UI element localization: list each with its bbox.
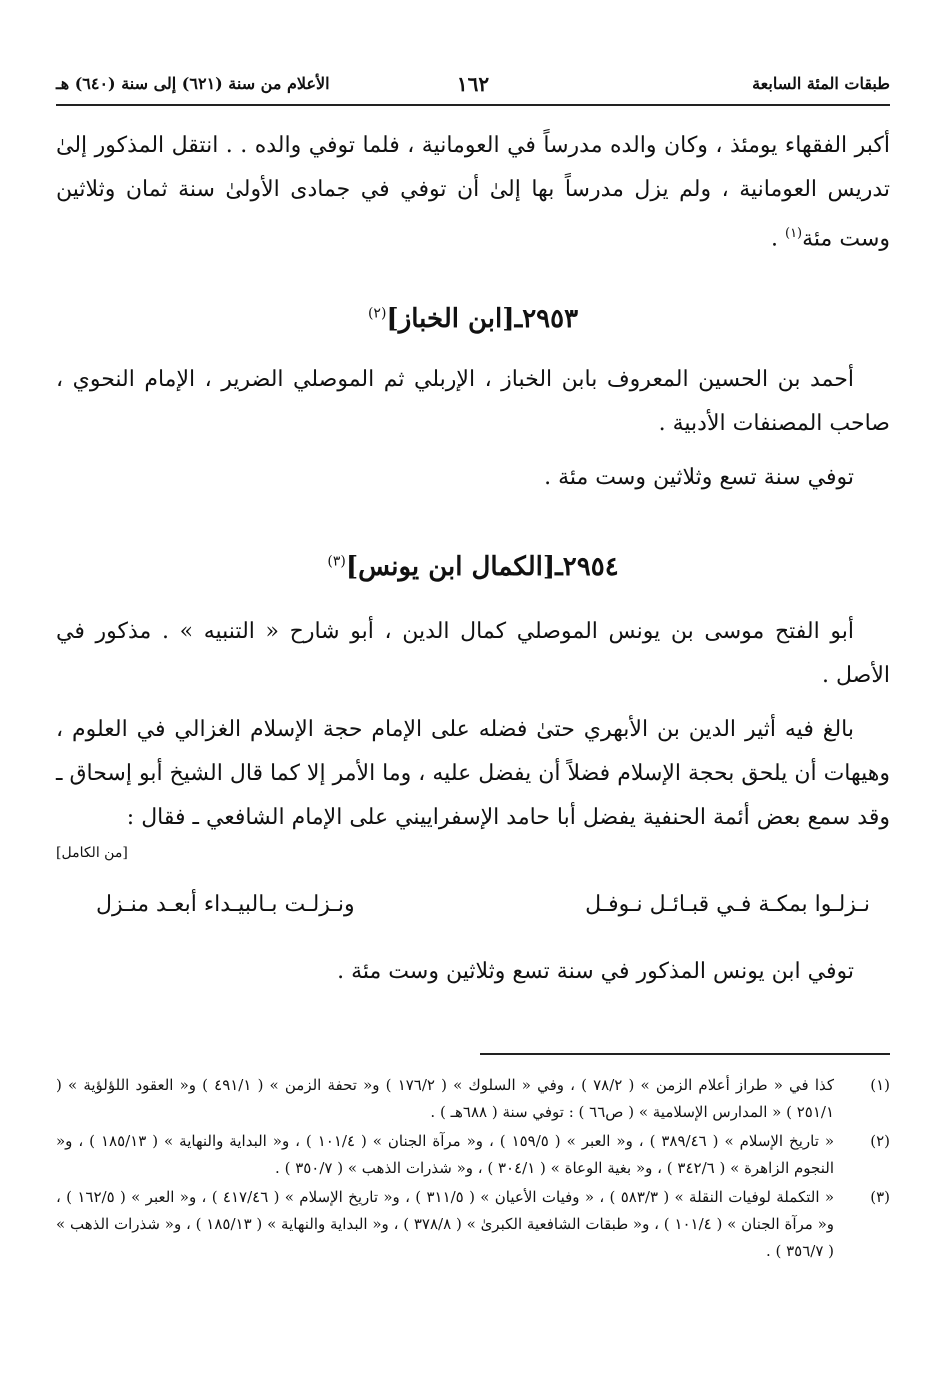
footnotes: [56, 1072, 890, 1267]
header-section-title: طبقات المئة السابعة: [752, 74, 890, 93]
footnote-number: (٣): [870, 1188, 890, 1206]
poetry-meter-label: [من الكامل]: [56, 845, 128, 861]
entry-2954-title: [الكمال ابن يونس]: [345, 552, 556, 582]
header-volume-range: الأعلام من سنة (٦٢١) إلى سنة (٦٤٠) هـ: [56, 74, 330, 93]
verse-first-hemistich: نـزلـوا بمكـة فـي قبـائـل نـوفـل: [585, 892, 870, 917]
entry-2953-paragraph-1: أحمد بن الحسين المعروف بابن الخباز ، الإربلي ثم الموصلي الضرير ، الإمام النحوي ، صاحب المصنفات الأدبية .: [56, 367, 890, 436]
page-number: ١٦٢: [456, 72, 490, 96]
intro-paragraph: [56, 124, 890, 261]
header-divider: [56, 104, 890, 106]
footnote-text: كذا في « طراز أعلام الزمن » ( ٧٨/٢ ) ، وفي « السلوك » ( ١٧٦/٢ ) و« تحفة الزمن » ( ٤٩١/١ ) و« العقود اللؤلؤية » ( ٢٥١/١ ) « المدارس الإسلامية » ( ص٦٦ ) : توفي سنة ( ٦٨٨هـ ) .: [56, 1076, 835, 1121]
footnote-2: [56, 1128, 890, 1182]
intro-text: أكبر الفقهاء يومئذ ، وكان والده مدرساً في العومانية ، فلما توفي والده . . انتقل المذكور إلىٰ تدريس العومانية ، ولم يزل مدرساً بها إلىٰ أن توفي في جمادى الأولىٰ سنة ثمان وثلاثين وست مئة: [56, 133, 890, 252]
entry-2953-note-ref: (٢): [367, 305, 387, 322]
entry-2954-paragraph-1: أبو الفتح موسى بن يونس الموصلي كمال الدين ، أبو شارح « التنبيه » . مذكور في الأصل .: [56, 619, 890, 688]
running-header: [56, 70, 890, 102]
verse-second-hemistich: ونـزلـت بـالبيـداء أبعـد منـزل: [96, 892, 355, 917]
footnote-1: [56, 1072, 890, 1126]
footnote-text: « تاريخ الإسلام » ( ٣٨٩/٤٦ ) ، و« العبر » ( ١٥٩/٥ ) ، و« مرآة الجنان » ( ١٠١/٤ ) ، و« البداية والنهاية » ( ١٨٥/١٣ ) ، و« النجوم الزاهرة » ( ٣٤٢/٦ ) ، و« بغية الوعاة » ( ٣٠٤/١ ) ، و« شذرات الذهب » ( ٣٥٠/٧ ) .: [56, 1132, 835, 1177]
entry-2953-heading: [56, 304, 890, 334]
entry-2954-paragraph-2: بالغ فيه أثير الدين بن الأبهري حتىٰ فضله على الإمام حجة الإسلام الغزالي في العلوم ، وهيهات أن يلحق بحجة الإسلام فضلاً أن يفضل عليه ، وما الأمر إلا كما قال الشيخ أبو إسحاق ـ وقد سمع بعض أئمة الحنفية يفضل أبا حامد الإسفراييني على الإمام الشافعي ـ فقال :: [56, 717, 890, 830]
footnote-number: (١): [870, 1076, 890, 1094]
entry-2954-paragraph-3: توفي ابن يونس المذكور في سنة تسع وثلاثين وست مئة .: [337, 959, 854, 984]
entry-2953-title: [ابن الخباز]: [386, 304, 515, 334]
entry-2954-number: ٢٩٥٤ـ: [555, 552, 619, 582]
footnote-number: (٢): [870, 1132, 890, 1150]
footnote-3: [56, 1184, 890, 1265]
intro-end: .: [770, 226, 785, 252]
entry-2954-note-ref: (٣): [327, 553, 346, 570]
poetry-verse: [56, 892, 890, 932]
entry-2953-paragraph-2: توفي سنة تسع وثلاثين وست مئة .: [544, 465, 854, 490]
footnote-divider: [480, 1053, 890, 1055]
entry-2954-heading: [56, 552, 890, 582]
intro-note-ref: (١): [784, 226, 803, 241]
entry-2953-number: ٢٩٥٣ـ: [514, 304, 579, 334]
footnote-text: « التكملة لوفيات النقلة » ( ٥٨٣/٣ ) ، « وفيات الأعيان » ( ٣١١/٥ ) ، و« تاريخ الإسلام » ( ٤١٧/٤٦ ) ، و« العبر » ( ١٦٢/٥ ) ، و« مرآة الجنان » ( ١٠١/٤ ) ، و« طبقات الشافعية الكبرىٰ » ( ٣٧٨/٨ ) ، و« البداية والنهاية » ( ١٨٥/١٣ ) ، و« شذرات الذهب » ( ٣٥٦/٧ ) .: [56, 1188, 835, 1260]
